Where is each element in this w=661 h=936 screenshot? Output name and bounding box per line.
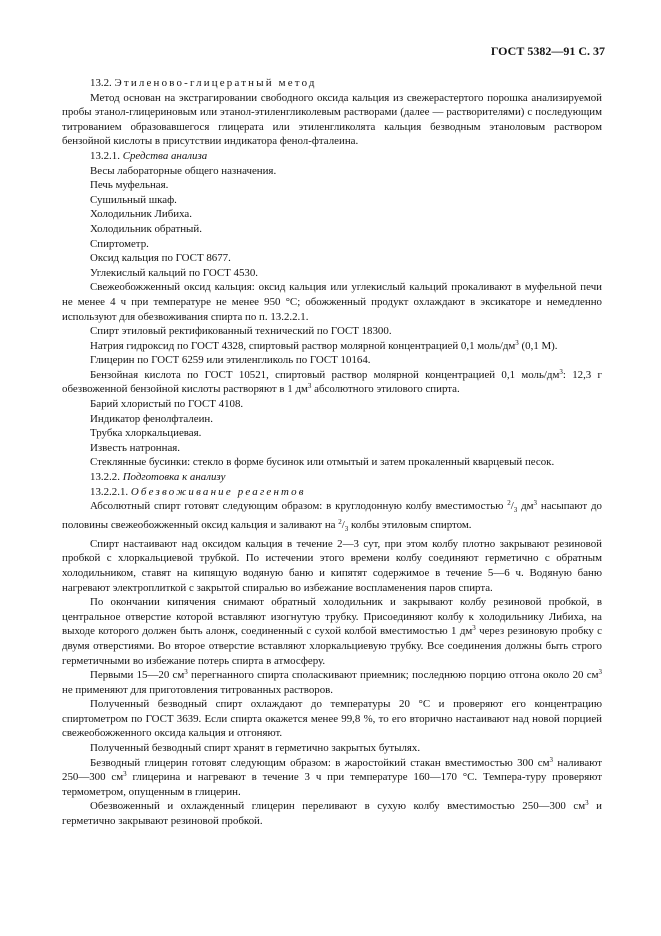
superscript: 3	[515, 338, 519, 347]
list-item: Углекислый кальций по ГОСТ 4530.	[90, 266, 259, 279]
paragraph: Полученный безводный спирт охлаждают до температуры 20 °С и проверяют его концентрацию спиртометром по ГОСТ 3639. Если спирта окажется менее 99,8 %, то его вторично настаивают над новой порцией свежеобожженного оксида кальция и отгоняют.	[62, 698, 602, 740]
paragraph: Метод основан на экстрагировании свободного оксида кальция из свежерастертого порошка анализируемой пробы этанол-глицериновым или этанол-этиленгликолевым растворами (далее — растворителями) с последующим титрованием образовавшегося глицерата или этиленгликолята кальция безводным этаноловым раствором бензойной кислоты в присутствии индикатора фенол-фталеина.	[62, 91, 602, 148]
fraction-denominator: 3	[344, 525, 349, 534]
document-body	[62, 76, 602, 829]
page-header: ГОСТ 5382—91 С. 37	[490, 44, 605, 58]
paragraph: Глицерин по ГОСТ 6259 или этиленгликоль по ГОСТ 10164.	[90, 354, 371, 367]
section-title: Подготовка к анализу	[122, 471, 226, 484]
section-title: Обезвоживание реагентов	[130, 485, 306, 498]
section-number: 13.2.1.	[90, 149, 120, 162]
paragraph	[62, 339, 602, 354]
superscript: 3	[549, 755, 554, 764]
list-item: Спиртометр.	[90, 237, 149, 250]
section-number: 13.2.2.1.	[90, 485, 129, 498]
text: абсолютного этилового спирта.	[311, 383, 460, 396]
section-title: Этиленово-глицератный метод	[114, 77, 317, 89]
text: Первыми 15—20 см	[90, 669, 185, 682]
text: колбы этиловым спиртом.	[348, 518, 472, 531]
text: По окончании кипячения снимают обратный холодильник и закрывают колбу резиновой пробкой, в центральное отверстие которой вставляют изогнутую трубку. Присоединяют колбу к холодильнику Либиха, на выходе которого должен быть алонж, соединенный с сухой колбой вместимостью 1 дм	[62, 596, 602, 638]
section-13-2-2-heading	[62, 470, 602, 485]
paragraph	[62, 756, 602, 800]
superscript: 3	[307, 382, 312, 391]
text: Безводный глицерин готовят следующим образом: в жаростойкий стакан вместимостью 300 см	[90, 756, 550, 769]
paragraph: Полученный безводный спирт хранят в герметично закрытых бутылях.	[90, 742, 421, 755]
list-item: Барий хлористый по ГОСТ 4108.	[90, 398, 244, 411]
superscript: 3	[472, 624, 476, 633]
list-item: Холодильник Либиха.	[90, 208, 192, 221]
superscript: 3	[123, 770, 127, 779]
text: Натрия гидроксид по ГОСТ 4328, спиртовый раствор молярной концентрацией 0,1 моль/дм	[90, 339, 516, 352]
superscript: 3	[598, 668, 602, 677]
text: Обезвоженный и охлажденный глицерин переливают в сухую колбу вместимостью 250—300 см	[90, 800, 586, 813]
text: наливают 250—300 см	[62, 756, 602, 784]
paragraph	[62, 668, 602, 697]
paragraph: Свежеобожженный оксид кальция: оксид кальция или углекислый кальций прокаливают в муфельной печи не менее 4 ч при температуре не менее 950 °С; обожженный продукт охлаждают в эксикаторе и немедленно используют для обезвоживания спирта по п. 13.2.2.1.	[62, 281, 602, 323]
list-item: Индикатор фенолфталеин.	[90, 412, 213, 425]
paragraph: Абсолютный спирт готовят следующим образом: в круглодонную колбу вместимостью $^2/_3$ $дм^3$ насыпают до половины свежеобожженный оксид кальция и заливают на $^2/_3$ колбы этиловым спиртом.	[62, 499, 602, 534]
text: насыпают до половины свежеобожженный оксид кальция и заливают на	[62, 500, 602, 531]
paragraph: Спирт настаивают над оксидом кальция в течение 2—3 сут, при этом колбу плотно закрывают резиновой пробкой с хлоркальциевой трубкой. По истечении этого времени колбу соединяют герметично с обратным холодильником, ставят на кипящую водяную баню и кипятят содержимое в течение 5—6 ч. Водяную баню нагревают электроплиткой с закрытой спиралью во избежание воспламенения паров спирта.	[62, 537, 602, 594]
list-item: Известь натронная.	[90, 441, 181, 454]
text: : 12,3 г обезвоженной бензойной кислоты растворяют в 1 дм	[62, 368, 603, 396]
list-item: Оксид кальция по ГОСТ 8677.	[90, 252, 231, 265]
section-title: Средства анализа	[122, 149, 208, 162]
section-13-2-2-1-heading	[62, 485, 602, 500]
list-item: Трубка хлоркальциевая.	[90, 427, 202, 440]
list-item: Сушильный шкаф.	[90, 193, 177, 206]
fraction-numerator: 2	[507, 499, 511, 508]
list-item: Холодильник обратный.	[90, 222, 202, 235]
text: и герметично закрывают резиновой пробкой.	[62, 800, 602, 828]
text: Абсолютный спирт готовят следующим образом: в круглодонную колбу вместимостью	[90, 500, 504, 513]
paragraph	[62, 368, 602, 397]
paragraph: Спирт этиловый ректификованный технический по ГОСТ 18300.	[90, 325, 392, 338]
text: дм	[521, 500, 534, 513]
text: не применяют для приготовления титрованных растворов.	[62, 683, 334, 696]
list-item: Весы лабораторные общего назначения.	[90, 164, 277, 177]
text: перегнанного спирта споласкивают приемник; последнюю порцию отгона около 20 см	[187, 669, 599, 682]
paragraph	[62, 799, 602, 828]
section-number: 13.2.	[90, 77, 112, 89]
superscript: 3	[533, 499, 538, 508]
section-13-2-heading	[62, 76, 602, 91]
text: Бензойная кислота по ГОСТ 10521, спиртовый раствор молярной концентрацией 0,1 моль/дм	[90, 368, 560, 381]
text: (0,1 М).	[521, 339, 558, 352]
section-13-2-1-heading	[62, 149, 602, 164]
section-number: 13.2.2.	[90, 471, 120, 484]
paragraph: Стеклянные бусинки: стекло в форме бусинок или отмытый и затем прокаленный кварцевый песок.	[90, 456, 555, 469]
superscript: 3	[184, 668, 188, 677]
list-item: Печь муфельная.	[90, 179, 169, 192]
superscript: 3	[585, 799, 589, 808]
fraction-numerator: 2	[338, 517, 342, 526]
fraction-denominator: 3	[513, 506, 518, 515]
paragraph	[62, 595, 602, 668]
text: глицерина и нагревают в течение 3 ч при температуре 160—170 °С. Темпера-туру проверяют термометром, опущенным в глицерин.	[62, 771, 603, 798]
text: через резиновую пробку с двумя отверстиями. Во второе отверстие вставляют хлоркальциевую трубку. Все соединения должны быть строго герметичными во избежание потерь спирта в атмосферу.	[62, 625, 602, 667]
superscript: 3	[559, 367, 563, 376]
